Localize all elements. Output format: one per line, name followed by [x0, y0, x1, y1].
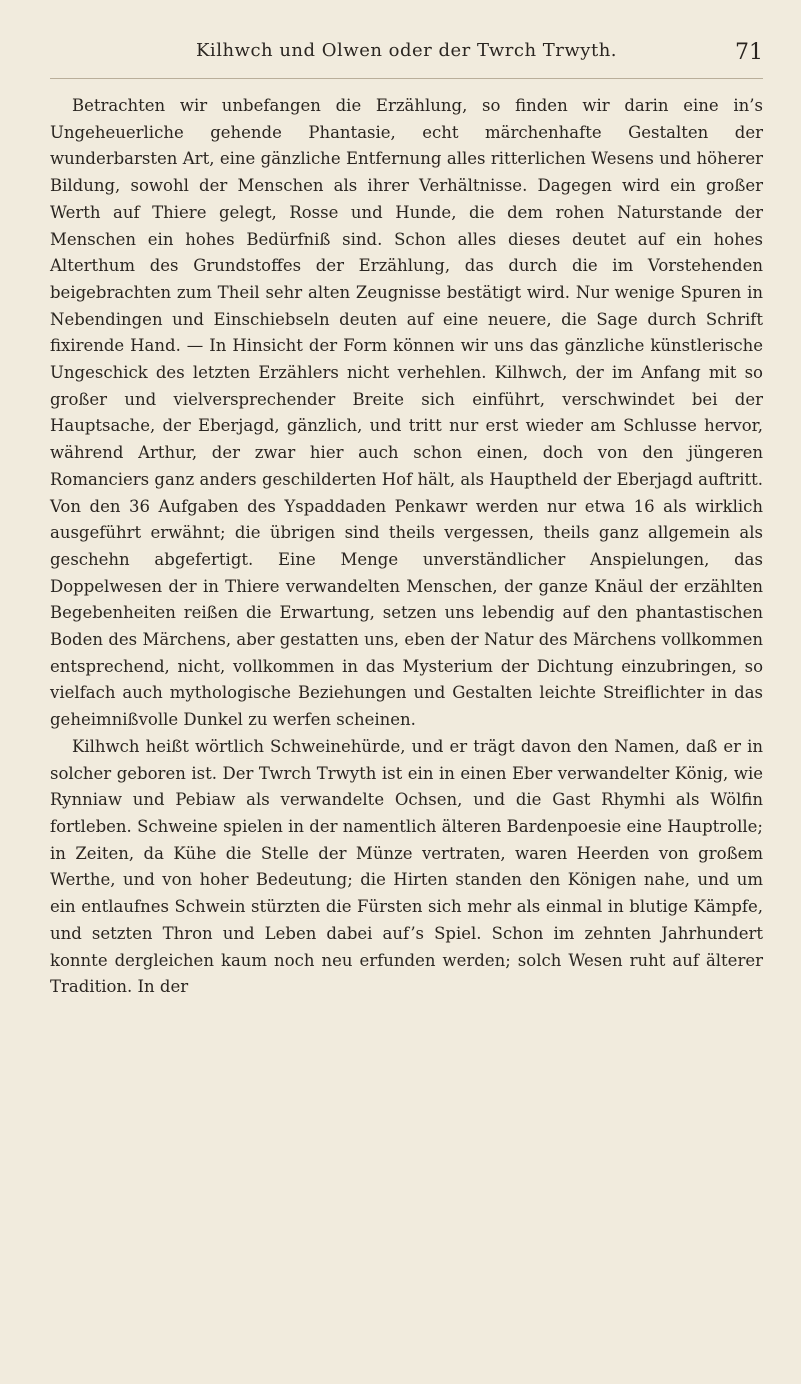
page-number: 71: [735, 40, 763, 65]
paragraph: Betrachten wir unbefangen die Erzählung, so finden wir darin eine in’s Ungeheuerliche gehende Phantasie, echt märchenhafte Gestalten der wunderbarsten Art, eine gänzliche Entfernung alles ritterlichen Wesens und höherer Bildung, sowohl der Menschen als ihrer Verhältnisse. Dagegen wird ein großer Werth auf Thiere gelegt, Rosse und Hunde, die dem rohen Naturstande der Menschen ein hohes Bedürfniß sind. Schon alles dieses deutet auf ein hohes Alterthum des Grundstoffes der Erzählung, das durch die im Vorstehenden beigebrachten zum Theil sehr alten Zeugnisse bestätigt wird. Nur wenige Spuren in Nebendingen und Einschiebseln deuten auf eine neuere, die Sage durch Schrift fixirende Hand. — In Hinsicht der Form können wir uns das gänzliche künstlerische Ungeschick des letzten Erzählers nicht verhehlen. Kilhwch, der im Anfang mit so großer und vielversprechender Breite sich einführt, verschwindet bei der Hauptsache, der Eberjagd, gänzlich, und tritt nur erst wieder am Schlusse hervor, während Arthur, der zwar hier auch schon einen, doch von den jüngeren Romanciers ganz anders geschilderten Hof hält, als Hauptheld der Eberjagd auftritt. Von den 36 Aufgaben des Yspaddaden Penkawr werden nur etwa 16 als wirklich ausgeführt erwähnt; die übrigen sind theils vergessen, theils ganz allgemein als geschehn abgefertigt. Eine Menge unverständlicher Anspielungen, das Doppelwesen der in Thiere verwandelten Menschen, der ganze Knäul der erzählten Begebenheiten reißen die Erwartung, setzen uns lebendig auf den phantastischen Boden des Märchens, aber gestatten uns, eben der Natur des Märchens vollkommen entsprechend, nicht, vollkommen in das Mysterium der Dichtung einzubringen, so vielfach auch mythologische Beziehungen und Gestalten leichte Streiflichter in das geheimnißvolle Dunkel zu werfen scheinen.: [50, 96, 763, 730]
body-text: [50, 93, 763, 1001]
paragraph: Kilhwch heißt wörtlich Schweinehürde, und er trägt davon den Namen, daß er in solcher geboren ist. Der Twrch Trwyth ist ein in einen Eber verwandelter König, wie Rynniaw und Pebiaw als verwandelte Ochsen, und die Gast Rhymhi als Wölfin fortleben. Schweine spielen in der namentlich älteren Bardenpoesie eine Hauptrolle; in Zeiten, da Kühe die Stelle der Münze vertraten, waren Heerden von großem Werthe, und von hoher Bedeutung; die Hirten standen den Königen nahe, und um ein entlaufnes Schwein stürzten die Fürsten sich mehr als einmal in blutige Kämpfe, und setzten Thron und Leben dabei auf’s Spiel. Schon im zehnten Jahrhundert konnte dergleichen kaum noch neu erfunden werden; solch Wesen ruht auf älterer Tradition. In der: [50, 736, 763, 997]
running-title: Kilhwch und Olwen oder der Twrch Trwyth.: [195, 40, 618, 61]
running-head: [50, 40, 763, 79]
